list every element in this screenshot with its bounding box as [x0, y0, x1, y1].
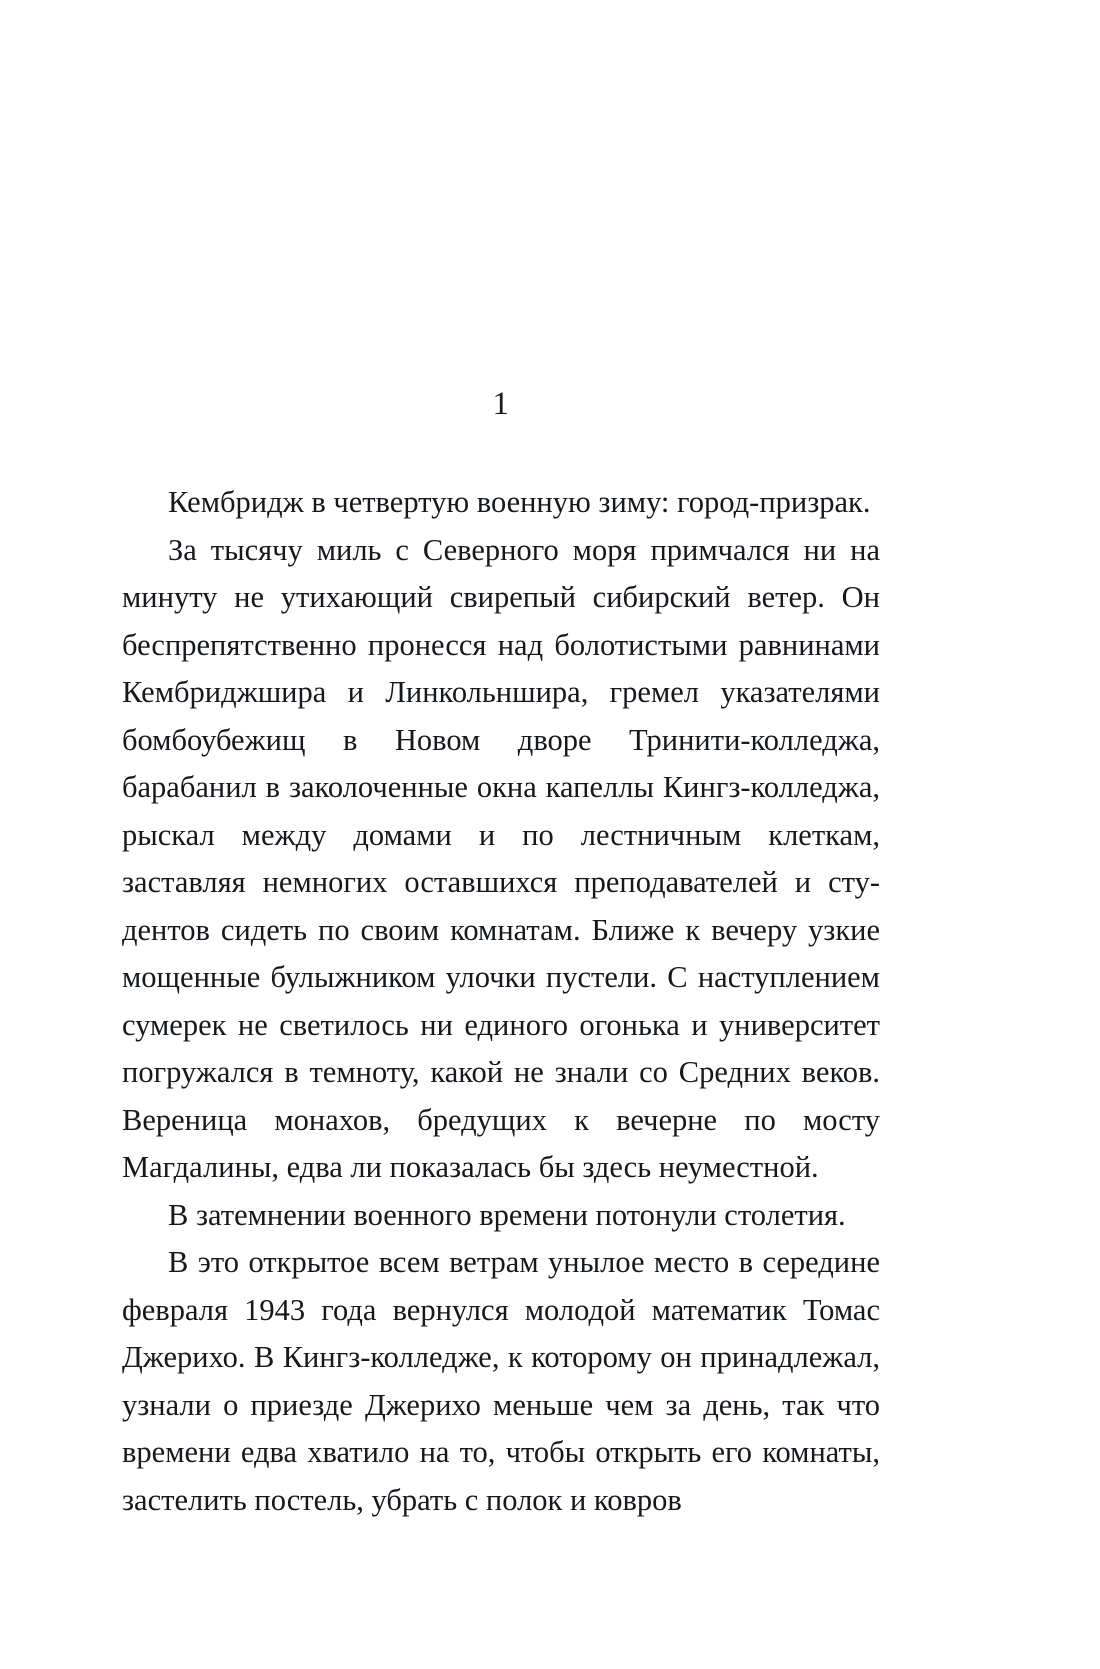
- chapter-number: 1: [492, 386, 510, 422]
- page-text-block: [122, 388, 880, 1524]
- paragraph: В затемнении военного времени потонули столетия.: [168, 1197, 846, 1232]
- paragraph: В это открытое всем ветрам унылое место в середине февраля 1943 года вернулся молодой математик Томас Джерихо. В Кингз-колледже, к которому он принадлежал, узнали о приезде Джерихо меньше чем за день, так что времени едва хватило на то, чтобы открыть его комнаты, застелить постель, убрать с полок и ковров: [122, 1245, 880, 1517]
- paragraph: Кембридж в четвертую военную зиму: город-призрак.: [168, 485, 871, 519]
- paragraph: За тысячу миль с Северного моря примчался ни на минуту не утихающий свирепый сибирский ветер. Он беспрепятственно пронесся над болотистыми равнинами Кембриджшира и Линкольншира, гремел указателями бомбоубежищ в Новом дворе Тринити-колледжа, барабанил в заколоченные окна капеллы Кингз-колледжа, рыскал между домами и по лестничным клеткам, заставляя немногих оставшихся преподавателей и студентов сидеть по своим комнатам. Ближе к вечеру узкие мощенные булыжником улочки пустели. С наступлением сумерек не светилось ни единого огонька и университет погружался в темноту, какой не знали со Средних веков. Вереница монахов, бредущих к вечерне по мосту Магдалины, едва ли показалась бы здесь неуместной.: [122, 532, 880, 1184]
